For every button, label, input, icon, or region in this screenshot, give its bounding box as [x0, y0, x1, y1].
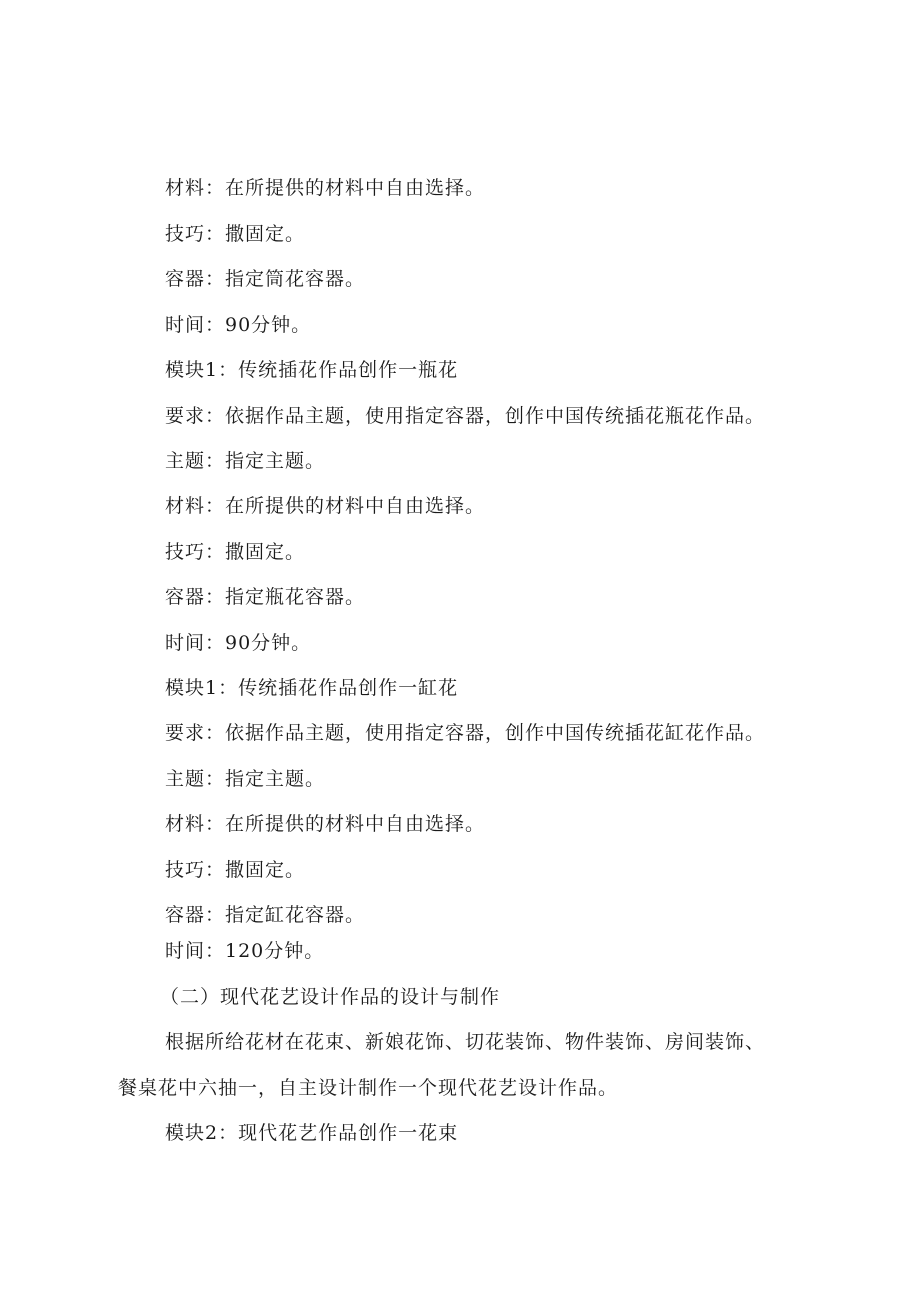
module-heading: 模块1：传统插花作品创作一瓶花: [165, 359, 459, 381]
requirement-line: 要求：依据作品主题，使用指定容器，创作中国传统插花缸花作品。: [165, 722, 766, 744]
theme-line: 主题：指定主题。: [165, 450, 326, 472]
materials-line: 材料：在所提供的材料中自由选择。: [165, 177, 486, 199]
paragraph-line: 根据所给花材在花束、新娘花饰、切花装饰、物件装饰、房间装饰、: [165, 1031, 766, 1053]
container-line: 容器：指定瓶花容器。: [165, 586, 366, 608]
time-line: 时间：120分钟。: [165, 940, 325, 962]
time-line: 时间：90分钟。: [165, 632, 312, 654]
time-line: 时间：90分钟。: [165, 314, 312, 336]
materials-line: 材料：在所提供的材料中自由选择。: [165, 813, 486, 835]
technique-line: 技巧：撒固定。: [165, 859, 306, 881]
technique-line: 技巧：撒固定。: [165, 541, 306, 563]
paragraph-line: 餐桌花中六抽一，自主设计制作一个现代花艺设计作品。: [118, 1077, 619, 1099]
materials-line: 材料：在所提供的材料中自由选择。: [165, 495, 486, 517]
container-line: 容器：指定缸花容器。: [165, 904, 366, 926]
theme-line: 主题：指定主题。: [165, 768, 326, 790]
module-heading: 模块1：传统插花作品创作一缸花: [165, 677, 459, 699]
section-heading: （二）现代花艺设计作品的设计与制作: [160, 986, 501, 1008]
requirement-line: 要求：依据作品主题，使用指定容器，创作中国传统插花瓶花作品。: [165, 405, 766, 427]
technique-line: 技巧：撒固定。: [165, 223, 306, 245]
module-heading: 模块2：现代花艺作品创作一花束: [165, 1122, 459, 1144]
container-line: 容器：指定筒花容器。: [165, 268, 366, 290]
